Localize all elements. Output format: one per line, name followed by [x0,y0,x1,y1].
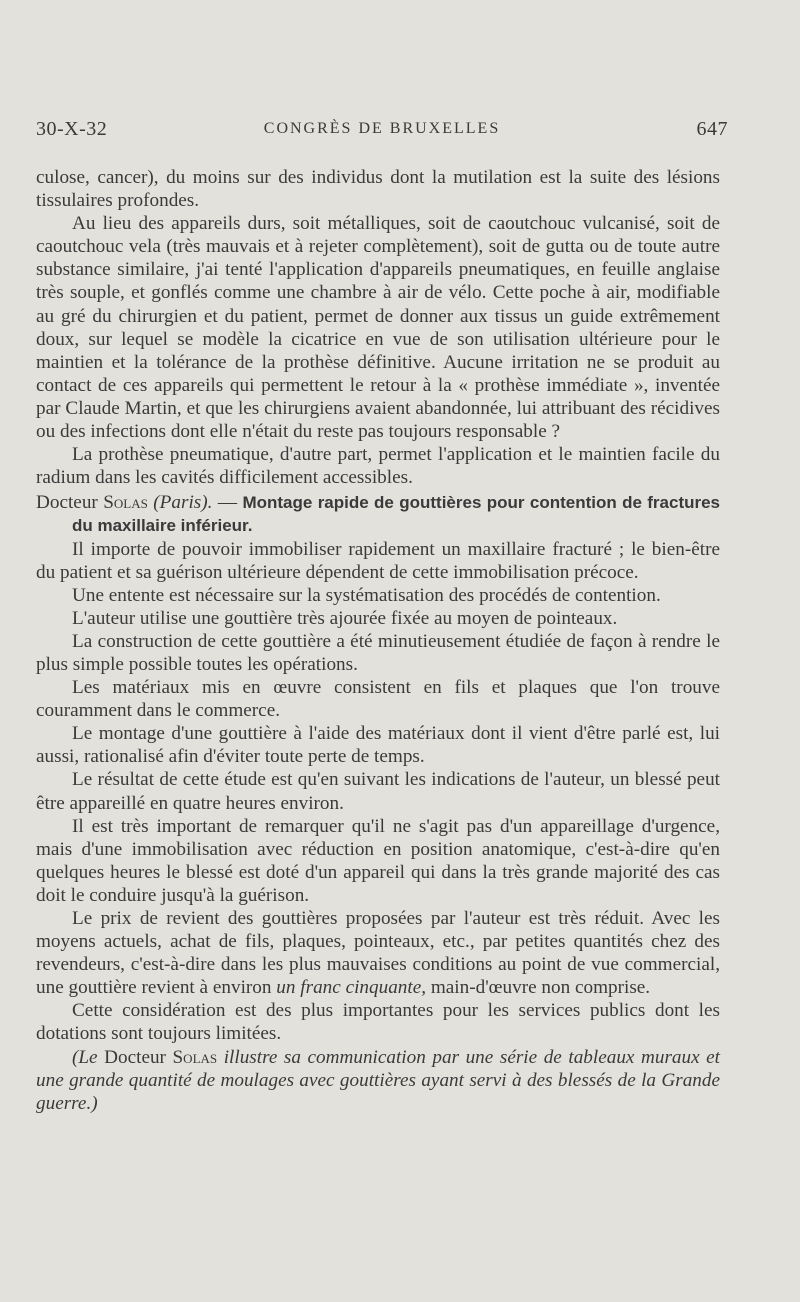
paragraph [36,907,720,999]
heading-dash: — [217,492,238,514]
note-open: (Le [72,1046,98,1068]
paragraph: La prothèse pneumatique, d'autre part, permet l'application et le maintien facile du radium dans les cavités difficilement accessibles. [36,444,720,489]
price-emphasis: un franc cinquante, [276,977,427,999]
paragraph: L'auteur utilise une gouttière très ajourée fixée au moyen de pointeaux. [72,607,618,629]
paragraph: Cette considération est des plus importantes pour les services publics dont les dotations sont toujours limitées. [36,1000,720,1045]
note-text: illustre sa communication par une série de tableaux muraux et une grande quantité de moulages avec gouttières ayant servi à des blessés de la Grande guerre.) [36,1046,721,1114]
author-name: Solas [103,492,148,514]
paragraph: Le résultat de cette étude est qu'en suivant les indications de l'auteur, un blessé peut être appareillé en quatre heures environ. [36,769,720,814]
header-date: 30-X-32 [36,118,108,140]
running-head [36,118,728,146]
heading-prefix: Docteur [36,492,98,514]
note-author-name: Solas [172,1046,218,1068]
page-number: 647 [696,118,728,140]
section-heading [36,491,720,537]
paragraph: culose, cancer), du moins sur des individus dont la mutilation est la suite des lésions tissulaires profondes. [36,167,720,212]
header-title: CONGRÈS DE BRUXELLES [263,120,501,137]
paragraph: La construction de cette gouttière a été minutieusement étudiée de façon à rendre le plus simple possible toutes les opérations. [36,630,720,675]
note-docteur: Docteur [104,1046,166,1068]
paragraph: Au lieu des appareils durs, soit métalliques, soit de caoutchouc vulcanisé, soit de caoutchouc vela (très mauvais et à rejeter complètement), soit de gutta ou de toute autre substance similaire, j'ai tenté l'application d'appareils pneumatiques, en feuille anglaise très souple, et gonflés comme une chambre à air de vélo. Cette poche à air, modifiable au gré du chirurgien et du patient, permet de donner aux tissus un guide extrêmement doux, sur lequel se modèle la cicatrice en vue de son utilisation ultérieure pour le maintien et la tolérance de la prothèse définitive. Aucune irritation ne se produit au contact de ces appareils qui permettent le retour à la « prothèse immédiate », inventée par Claude Martin, et que les chirurgiens avaient abandonnée, lui attribuant des récidives ou des infections dont elle n'était du reste pas toujours responsable ? [36,213,720,443]
paragraph: Les matériaux mis en œuvre consistent en fils et plaques que l'on trouve couramment dans le commerce. [36,677,720,722]
paragraph-text: main-d'œuvre non comprise. [430,977,651,999]
body-text [36,166,720,1115]
communication-title: Montage rapide de gouttières pour contention de fractures du maxillaire inférieur. [72,493,721,536]
paragraph: Une entente est nécessaire sur la systématisation des procédés de contention. [72,584,661,606]
paragraph: Il importe de pouvoir immobiliser rapidement un maxillaire fracturé ; le bien-être du patient et sa guérison ultérieure dépendent de cette immobilisation précoce. [36,538,720,583]
paragraph: Il est très important de remarquer qu'il ne s'agit pas d'un appareillage d'urgence, mais d'une immobilisation avec réduction en position anatomique, c'est-à-dire qu'en quelques heures le blessé est doté d'un appareil qui dans la très grande majorité des cas doit le conduire jusqu'à la guérison. [36,815,720,906]
author-place: (Paris). [153,492,213,514]
paragraph: Le montage d'une gouttière à l'aide des matériaux dont il vient d'être parlé est, lui aussi, rationalisé afin d'éviter toute perte de temps. [36,723,720,768]
paragraph-text: Le prix de revient des gouttières proposées par l'auteur est très réduit. Avec les moyens actuels, achat de fils, plaques, pointeaux, etc., par petites quantités chez des revendeurs, c'est-à-dire dans les plus mauvaises conditions au point de vue commercial, une gouttière revient à environ [36,908,720,999]
closing-note [36,1046,720,1115]
